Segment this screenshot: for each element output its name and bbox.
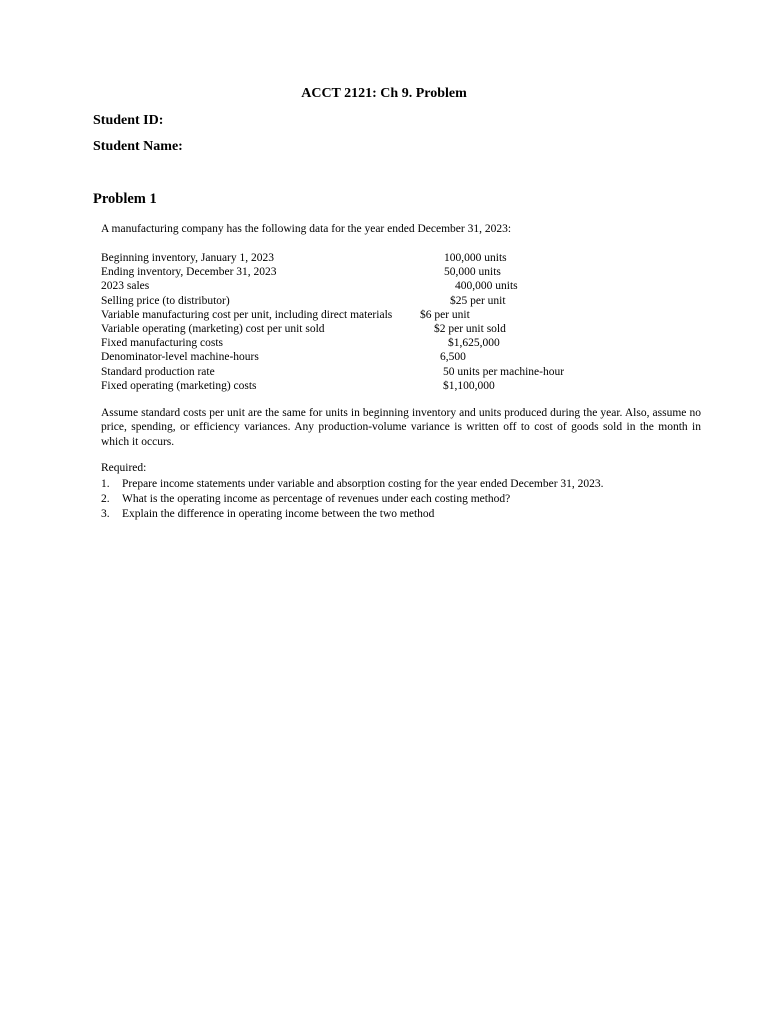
data-label: Variable operating (marketing) cost per unit sold xyxy=(101,322,325,335)
data-label: Denominator-level machine-hours xyxy=(101,351,259,364)
data-value: 100,000 units xyxy=(444,252,507,264)
problem-intro: A manufacturing company has the following data for the year ended December 31, 2023: xyxy=(101,223,512,235)
list-item-text: What is the operating income as percentage of revenues under each costing method? xyxy=(122,492,511,505)
data-value: $6 per unit xyxy=(420,308,470,321)
data-label: 2023 sales xyxy=(101,280,150,293)
data-value: 6,500 xyxy=(440,351,466,364)
data-value: $1,625,000 xyxy=(448,337,500,350)
list-item-number: 3. xyxy=(101,507,110,520)
list-item xyxy=(101,477,604,492)
assumption-paragraph: Assume standard costs per unit are the same for units in beginning inventory and units produced during the year. Also, assume no price, spending, or efficiency variances. Any production-volume variance is written off to cost of goods sold in the month in which it occurs. xyxy=(101,407,701,448)
data-label: Fixed manufacturing costs xyxy=(101,337,224,350)
list-item-number: 2. xyxy=(101,492,110,505)
data-value: 50,000 units xyxy=(444,266,501,279)
data-value: 50 units per machine-hour xyxy=(443,365,565,378)
data-label: Selling price (to distributor) xyxy=(101,294,230,307)
data-value: 400,000 units xyxy=(455,280,518,293)
required-list xyxy=(101,477,604,521)
data-value: $25 per unit xyxy=(450,294,506,307)
data-value: $2 per unit sold xyxy=(434,322,506,335)
data-label: Fixed operating (marketing) costs xyxy=(101,379,257,392)
required-label: Required: xyxy=(101,462,147,474)
data-label: Variable manufacturing cost per unit, including direct materials xyxy=(101,308,393,321)
data-label: Beginning inventory, January 1, 2023 xyxy=(101,252,275,264)
data-value: $1,100,000 xyxy=(443,379,495,392)
list-item xyxy=(101,492,604,507)
list-item-number: 1. xyxy=(101,478,110,490)
list-item-text: Prepare income statements under variable and absorption costing for the year ended December 31, 2023. xyxy=(122,478,604,490)
list-item xyxy=(101,507,604,522)
student-id-label: Student ID: xyxy=(93,113,164,128)
data-label: Standard production rate xyxy=(101,365,215,378)
document-title: ACCT 2121: Ch 9. Problem xyxy=(301,86,467,101)
problem-heading: Problem 1 xyxy=(93,191,157,207)
data-label: Ending inventory, December 31, 2023 xyxy=(101,266,277,279)
student-name-label: Student Name: xyxy=(93,139,183,154)
list-item-text: Explain the difference in operating income between the two method xyxy=(122,507,435,520)
